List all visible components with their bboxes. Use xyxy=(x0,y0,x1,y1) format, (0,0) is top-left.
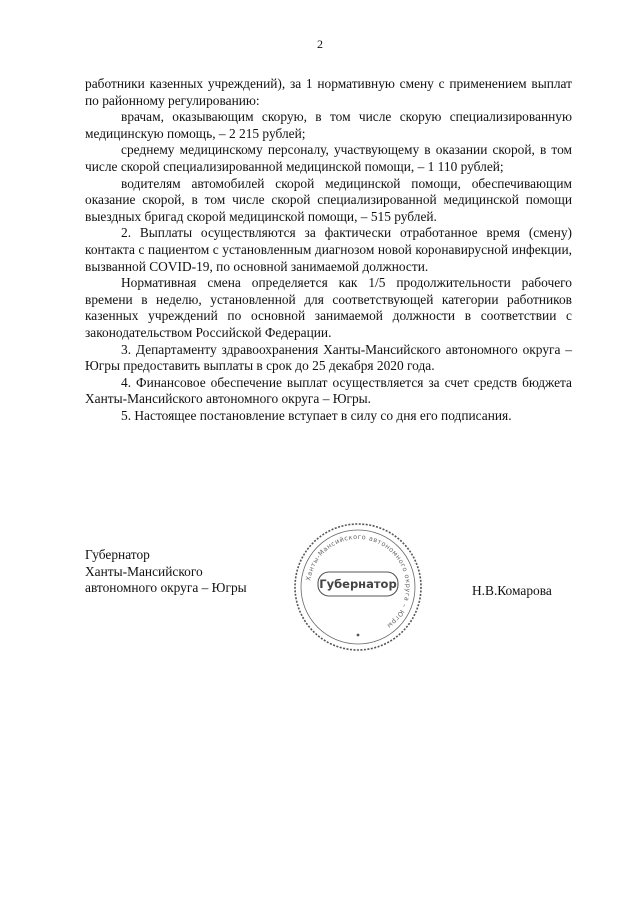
paragraph-item-3: 3. Департаменту здравоохранения Ханты-Мансийского автономного округа – Югры предоставить выплаты в срок до 25 декабря 2020 года. xyxy=(85,341,572,374)
seal-ring-text: Ханты-Мансийского автономного округа – Югры xyxy=(304,532,413,631)
page-number: 2 xyxy=(317,37,323,51)
paragraph-normative-shift: Нормативная смена определяется как 1/5 продолжительности рабочего времени в неделю, установленной для соответствующей категории работников казенных учреждений по основной занимаемой должности в соответствии с законодательством Российской Федерации. xyxy=(85,275,572,340)
official-seal xyxy=(291,520,425,654)
signer-name: Н.В.Комарова xyxy=(472,583,552,598)
paragraph-doctors: врачам, оказывающим скорую, в том числе скорую специализированную медицинскую помощь, – 2 215 рублей; xyxy=(85,109,572,141)
paragraph-drivers: водителям автомобилей скорой медицинской помощи, обеспечивающим оказание скорой, в том числе скорой специализированной медицинской помощи выездных бригад скорой медицинской помощи, – 515 рублей. xyxy=(85,175,572,224)
paragraph-nurses: среднему медицинскому персоналу, участвующему в оказании скорой, в том числе скорой специализированной медицинской помощи, – 1 110 рублей; xyxy=(85,142,572,174)
paragraph-item-4: 4. Финансовое обеспечение выплат осуществляется за счет средств бюджета Ханты-Мансийского автономного округа – Югры. xyxy=(85,374,572,407)
paragraph-item-5: 5. Настоящее постановление вступает в силу со дня его подписания. xyxy=(121,407,512,423)
signature-line-3: автономного округа – Югры xyxy=(85,580,247,596)
signature-line-2: Ханты-Мансийского xyxy=(85,563,203,579)
document-body xyxy=(85,76,572,424)
paragraph-item-2: 2. Выплаты осуществляются за фактически отработанное время (смену) контакта с пациентом с установленным диагнозом новой коронавирусной инфекции, вызванной COVID-19, по основной занимаемой должности. xyxy=(85,225,572,274)
signature-title xyxy=(85,547,247,597)
signature-line-1: Губернатор xyxy=(85,547,150,562)
seal-center-text: Губернатор xyxy=(319,577,397,591)
seal-dot xyxy=(357,634,360,637)
paragraph-continuation: работники казенных учреждений), за 1 нормативную смену с применением выплат по районному регулированию: xyxy=(85,76,572,108)
